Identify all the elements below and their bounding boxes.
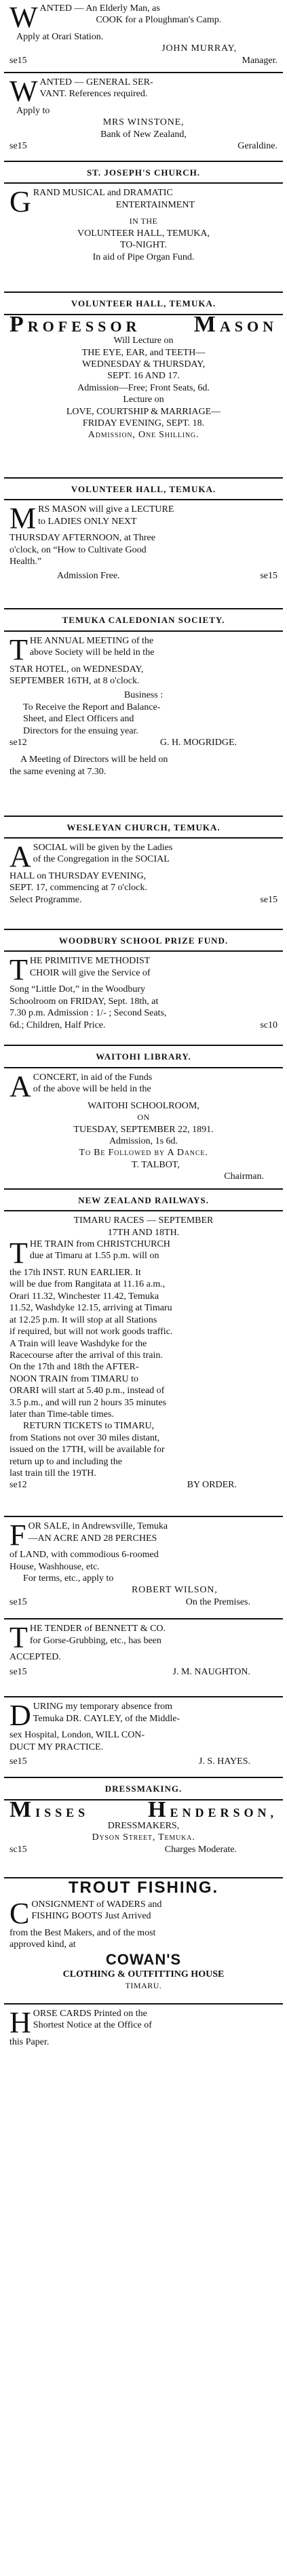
ad-text-line: due at Timaru at 1.55 p.m. will on xyxy=(29,1251,159,1262)
ad-ref: se15 xyxy=(260,894,278,905)
ad-railways xyxy=(0,1212,287,1516)
ad-role: Manager. xyxy=(242,55,278,66)
ad-text-line: NOON TRAIN from TIMARU to xyxy=(9,1373,139,1384)
ad-professor-mason xyxy=(0,311,287,477)
ad-text-line: House, Washhouse, etc. xyxy=(9,1561,100,1572)
ad-text-line: THURSDAY AFTERNOON, at Three xyxy=(9,533,155,544)
ad-text-line: OR SALE, in Andrewsville, Temuka xyxy=(28,1521,168,1532)
ad-text-line: Temuka DR. CAYLEY, of the Middle- xyxy=(33,1713,180,1724)
ad-text-line: IN THE xyxy=(129,216,158,226)
ad-text-line: To Be Followed by A Dance. xyxy=(79,1148,208,1159)
ad-heading: VOLUNTEER HALL, TEMUKA. xyxy=(71,298,216,309)
drop-cap: W xyxy=(9,75,38,108)
ad-text-line: Admission, One Shilling. xyxy=(88,430,199,441)
ad-text-line: CONCERT, in aid of the Funds xyxy=(33,1072,153,1083)
ad-ref: sc10 xyxy=(260,1020,278,1030)
ad-text-line: FRIDAY EVENING, SEPT. 18. xyxy=(82,418,205,429)
drop-cap: C xyxy=(9,1897,30,1931)
ad-text-line: HE ANNUAL MEETING of the xyxy=(29,635,154,646)
ad-text-line: ACCEPTED. xyxy=(9,1652,61,1663)
ad-woodbury xyxy=(0,952,287,1045)
ad-ref: se15 xyxy=(9,55,27,66)
ad-ref: se15 xyxy=(9,1596,27,1607)
ad-text-line: LOVE, COURTSHIP & MARRIAGE— xyxy=(66,406,221,417)
ad-text-line: above Society will be held in the xyxy=(29,647,155,658)
ad-text-line: URING my temporary absence from xyxy=(33,1702,173,1712)
ad-signature: J. S. HAYES. xyxy=(198,1756,250,1767)
ad-ref: se15 xyxy=(9,1666,27,1677)
ad-text-line: Sheet, and Elect Officers and xyxy=(23,714,134,725)
ad-text-line: SEPT. 16 AND 17. xyxy=(107,371,180,382)
ad-waitohi xyxy=(0,1069,287,1188)
ad-text-line: Business : xyxy=(123,690,164,701)
ad-text-line: last train till the 19TH. xyxy=(9,1468,96,1478)
ad-text-line: Song “Little Dot,” in the Woodbury xyxy=(9,984,146,995)
ad-signature: Bank of New Zealand, xyxy=(100,129,187,140)
ad-text-line: Orari 11.32, Winchester 11.42, Temuka xyxy=(9,1291,159,1302)
ad-text-line: HE TRAIN from CHRISTCHURCH xyxy=(29,1239,170,1250)
ad-text-line: of the Congregation in the SOCIAL xyxy=(33,854,170,865)
ad-signature: G. H. MOGRIDGE. xyxy=(159,738,237,748)
ad-text-line: SOCIAL will be given by the Ladies xyxy=(33,843,173,853)
ad-text-line: RAND MUSICAL and DRAMATIC xyxy=(33,188,173,199)
ad-trout-fishing xyxy=(0,1896,287,2003)
ad-text-line: ON xyxy=(137,1112,150,1123)
ad-caledonian xyxy=(0,632,287,816)
ad-heading: ST. JOSEPH'S CHURCH. xyxy=(86,167,201,178)
ad-heading: WESLEYAN CHURCH, TEMUKA. xyxy=(66,822,221,832)
ad-ref: se15 xyxy=(9,1756,27,1767)
ad-ref: se15 xyxy=(260,571,278,582)
ad-tender xyxy=(0,1620,287,1696)
ad-text-line: HE TENDER of BENNETT & CO. xyxy=(29,1624,166,1634)
ad-text-line: For terms, etc., apply to xyxy=(23,1573,114,1584)
ad-signature: MRS WINSTONE, xyxy=(102,117,185,128)
ad-text-line: sex Hospital, London, WILL CON- xyxy=(9,1730,145,1741)
ad-text-line: DRESSMAKERS, xyxy=(107,1821,180,1832)
ad-text-line: Health.” xyxy=(9,557,42,567)
ad-text-line: On the 17th and 18th the AFTER- xyxy=(9,1362,139,1373)
ad-text-line: Admission, 1s 6d. xyxy=(109,1136,178,1147)
ad-text-line: later than Time-table times. xyxy=(9,1409,114,1420)
ad-text-line: if required, but will not work goods traffic. xyxy=(9,1327,173,1337)
ad-text-line: COOK for a Ploughman's Camp. xyxy=(96,15,222,26)
drop-cap: G xyxy=(9,185,31,219)
ad-text-line: CHOIR will give the Service of xyxy=(29,967,151,978)
ad-role: Charges Moderate. xyxy=(164,1844,237,1855)
ad-st-josephs xyxy=(0,184,287,291)
ad-text-line: RETURN TICKETS to TIMARU, xyxy=(23,1421,155,1432)
ad-text-line: —AN ACRE AND 28 PERCHES xyxy=(28,1533,157,1544)
ad-text-line: In aid of Pipe Organ Fund. xyxy=(92,251,195,262)
drop-cap: T xyxy=(9,953,28,987)
drop-cap: T xyxy=(9,632,28,666)
ad-text-line: SEPT. 17, commencing at 7 o'clock. xyxy=(9,883,147,893)
ad-ref: se12 xyxy=(9,1480,27,1491)
shop-subtitle: CLOTHING & OUTFITTING HOUSE xyxy=(62,1969,225,1979)
ad-signature: JOHN MURRAY, xyxy=(161,43,237,54)
shop-town: TIMARU. xyxy=(125,1981,162,1991)
ad-horse-cards xyxy=(0,2005,287,2051)
ad-text-line: Will Lecture on xyxy=(113,336,174,346)
ad-text-line: SEPTEMBER 16TH, at 8 o'clock. xyxy=(9,676,140,687)
ad-text-line: return up to and including the xyxy=(9,1456,123,1467)
ad-heading: WAITOHI LIBRARY. xyxy=(96,1051,191,1062)
ad-text-line: 11.52, Washdyke 12.15, arriving at Timaru xyxy=(9,1303,172,1314)
ad-text-line: of LAND, with commodious 6-roomed xyxy=(9,1550,159,1561)
ad-text-line: HALL on THURSDAY EVENING, xyxy=(9,871,147,882)
ad-text-line: WEDNESDAY & THURSDAY, xyxy=(81,359,206,370)
drop-cap: A xyxy=(9,1069,31,1103)
ad-ref: sc15 xyxy=(9,1844,27,1855)
ad-mrs-mason xyxy=(0,501,287,608)
ad-subheading: TIMARU RACES — SEPTEMBER xyxy=(73,1215,214,1226)
ad-text-line: Lecture on xyxy=(123,395,164,405)
title-left: MISSES xyxy=(9,1796,90,1822)
ad-wanted-servant xyxy=(0,74,287,161)
ad-text-line: A Train will leave Washdyke for the xyxy=(9,1338,147,1349)
ad-text-line: Select Programme. xyxy=(9,894,82,905)
ad-text-line: Directors for the ensuing year. xyxy=(23,725,138,736)
drop-cap: M xyxy=(9,502,37,536)
ad-text-line: Shortest Notice at the Office of xyxy=(33,2020,152,2031)
ad-heading: DRESSMAKING. xyxy=(104,1784,183,1794)
ad-text-line: TUESDAY, SEPTEMBER 22, 1891. xyxy=(73,1124,214,1135)
ad-text-line: ONSIGNMENT of WADERS and xyxy=(31,1899,162,1910)
ad-text-line: 3.5 p.m., and will run 2 hours 35 minutes xyxy=(9,1397,166,1408)
ad-text-line: from Stations not over 30 miles distant, xyxy=(9,1432,160,1443)
ad-ref: se12 xyxy=(9,738,27,748)
ad-wesleyan xyxy=(0,839,287,929)
ad-text-line: from the Best Makers, and of the most xyxy=(9,1928,156,1939)
ad-text-line: of the above will be held in the xyxy=(33,1084,151,1095)
ad-text-line: will be due from Rangitata at 11.16 a.m., xyxy=(9,1279,166,1290)
ad-text-line: Racecourse after the arrival of this train. xyxy=(9,1350,163,1361)
ad-text-line: ANTED — An Elderly Man, as xyxy=(39,3,160,14)
ad-heading: TROUT FISHING. xyxy=(68,1878,219,1897)
ad-text-line: FISHING BOOTS Just Arrived xyxy=(31,1911,151,1922)
ad-heading: NEW ZEALAND RAILWAYS. xyxy=(78,1194,209,1205)
drop-cap: T xyxy=(9,1621,28,1655)
ad-ref: se15 xyxy=(9,141,27,152)
ad-wanted-cook xyxy=(0,0,287,72)
ad-text-line: VANT. References required. xyxy=(39,89,148,100)
ad-text-line: the same evening at 7.30. xyxy=(9,766,107,777)
drop-cap: D xyxy=(9,1699,31,1733)
ad-text-line: this Paper. xyxy=(9,2037,50,2048)
ad-text-line: issued on the 17TH, will be available for xyxy=(9,1445,165,1455)
title-left: PROFESSOR xyxy=(9,311,141,337)
ad-text-line: for Gorse-Grubbing, etc., has been xyxy=(29,1635,161,1646)
ad-text-line: Apply at Orari Station. xyxy=(16,32,104,42)
shop-name: COWAN'S xyxy=(105,1950,182,1968)
ad-text-line: Admission—Free; Front Seats, 6d. xyxy=(77,382,210,393)
drop-cap: W xyxy=(9,1,38,34)
drop-cap: A xyxy=(9,840,31,874)
ad-heading: WOODBURY SCHOOL PRIZE FUND. xyxy=(58,935,229,946)
ad-signature: J. M. NAUGHTON. xyxy=(172,1666,250,1677)
ad-text-line: ANTED — GENERAL SER- xyxy=(39,77,153,87)
ad-heading: TEMUKA CALEDONIAN SOCIETY. xyxy=(62,615,225,626)
ad-text-line: STAR HOTEL, on WEDNESDAY, xyxy=(9,664,144,675)
ad-dressmaking xyxy=(0,1796,287,1877)
ad-text-line: ORSE CARDS Printed on the xyxy=(33,2009,147,2019)
title-right: HENDERSON, xyxy=(148,1796,278,1822)
ad-text-line: VOLUNTEER HALL, TEMUKA, xyxy=(77,228,210,239)
ad-heading: VOLUNTEER HALL, TEMUKA. xyxy=(71,483,216,494)
ad-text-line: the 17th INST. RUN EARLIER. It xyxy=(9,1268,141,1279)
ad-text-line: to LADIES ONLY NEXT xyxy=(38,516,137,527)
ad-signature: ROBERT WILSON, xyxy=(132,1585,218,1596)
ad-text-line: ORARI will start at 5.40 p.m., instead of xyxy=(9,1386,165,1396)
ad-text-line: 7.30 p.m. Admission : 1/- ; Second Seats, xyxy=(9,1008,167,1019)
ad-signature: BY ORDER. xyxy=(187,1480,237,1491)
ad-text-line: o'clock, on “How to Cultivate Good xyxy=(9,544,147,555)
ad-role: On the Premises. xyxy=(185,1596,250,1607)
ad-text-line: 6d.; Children, Half Price. xyxy=(9,1020,106,1030)
ad-cayley xyxy=(0,1698,287,1777)
ad-role: Chairman. xyxy=(224,1171,264,1182)
drop-cap: T xyxy=(9,1236,28,1270)
title-right: MASON xyxy=(193,311,278,337)
ad-text-line: TO-NIGHT. xyxy=(119,240,168,251)
ad-role: Geraldine. xyxy=(237,141,278,152)
drop-cap: H xyxy=(9,2006,31,2040)
ad-text-line: To Receive the Report and Balance- xyxy=(23,702,161,712)
ad-text-line: Apply to xyxy=(16,106,50,116)
ad-footer: Admission Free. xyxy=(57,571,120,582)
ad-text-line: Schoolroom on FRIDAY, Sept. 18th, at xyxy=(9,996,159,1007)
ad-text-line: approved kind, at xyxy=(9,1939,76,1950)
ad-for-sale xyxy=(0,1518,287,1618)
ad-text-line: ENTERTAINMENT xyxy=(115,199,195,210)
ad-text-line: WAITOHI SCHOOLROOM, xyxy=(88,1100,199,1111)
ad-text-line: THE EYE, EAR, and TEETH— xyxy=(81,347,206,358)
ad-text-line: RS MASON will give a LECTURE xyxy=(38,504,174,515)
drop-cap: F xyxy=(9,1518,26,1552)
ad-text-line: HE PRIMITIVE METHODIST xyxy=(29,956,151,967)
ad-text-line: Dyson Street, Temuka. xyxy=(92,1832,195,1843)
ad-text-line: DUCT MY PRACTICE. xyxy=(9,1742,104,1752)
ad-text-line: A Meeting of Directors will be held on xyxy=(20,754,168,765)
ad-text-line: at 12.25 p.m. It will stop at all Stations xyxy=(9,1314,157,1325)
ad-signature: T. TALBOT, xyxy=(132,1159,180,1170)
ad-subheading: 17TH AND 18TH. xyxy=(107,1227,180,1238)
